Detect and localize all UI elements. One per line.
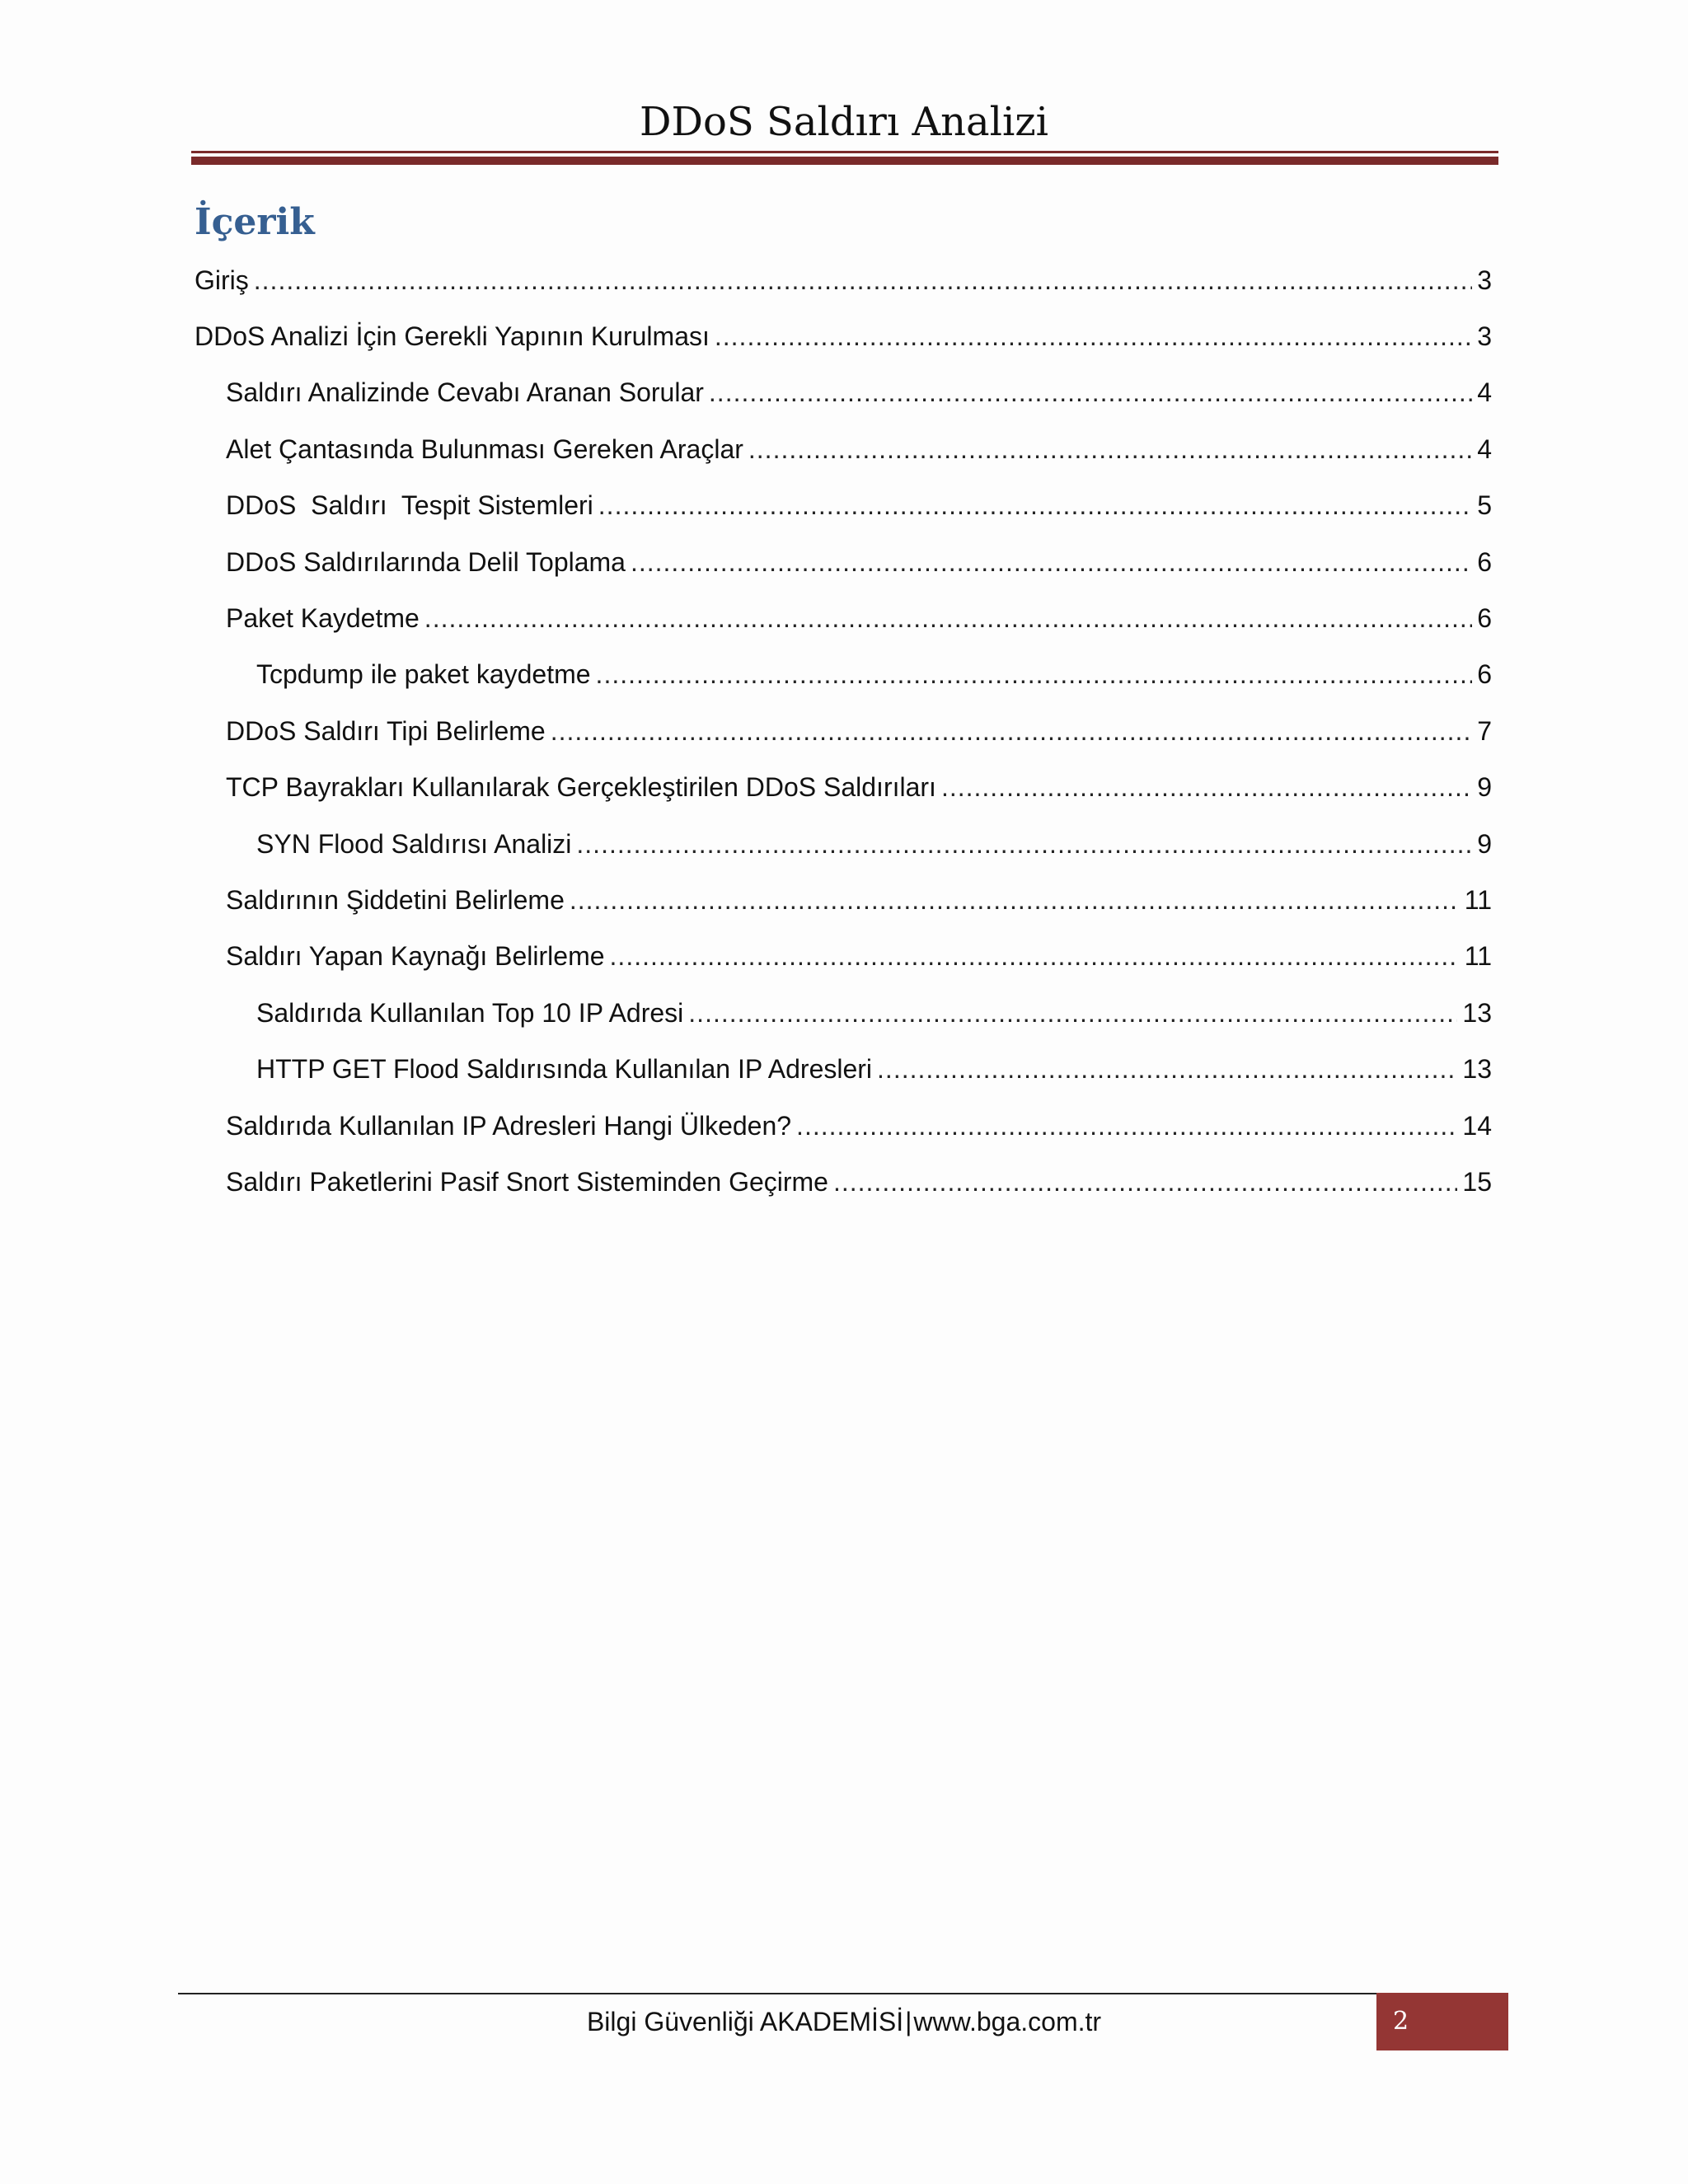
toc-dot-leader bbox=[551, 716, 1473, 747]
toc-page-number: 4 bbox=[1477, 377, 1492, 408]
toc-entry[interactable] bbox=[0, 760, 1688, 816]
toc-page-number: 11 bbox=[1464, 884, 1492, 915]
toc-entry-title: DDoS Saldırı Tipi Belirleme bbox=[226, 715, 546, 746]
toc-page-number: 6 bbox=[1477, 603, 1492, 634]
toc-dot-leader bbox=[941, 772, 1472, 803]
toc-entry[interactable] bbox=[0, 929, 1688, 985]
toc-dot-leader bbox=[570, 885, 1460, 916]
toc-dot-leader bbox=[598, 490, 1472, 521]
toc-entry-title: Alet Çantasında Bulunması Gereken Araçlar bbox=[226, 434, 743, 464]
toc-heading: İçerik bbox=[195, 201, 315, 243]
footer-rule bbox=[178, 1993, 1508, 1994]
toc-entry[interactable] bbox=[0, 703, 1688, 759]
toc-dot-leader bbox=[833, 1167, 1457, 1197]
toc-entry-title: Saldırı Analizinde Cevabı Aranan Sorular bbox=[226, 377, 704, 408]
toc-entry[interactable] bbox=[0, 534, 1688, 590]
toc-dot-leader bbox=[254, 265, 1472, 296]
toc-entry[interactable] bbox=[0, 590, 1688, 646]
toc-entry[interactable] bbox=[0, 1041, 1688, 1097]
toc-page-number: 6 bbox=[1477, 546, 1492, 577]
toc-entry-title: Saldırıda Kullanılan IP Adresleri Hangi Ülkeden? bbox=[226, 1110, 792, 1141]
toc-entry-title: Saldırı Paketlerini Pasif Snort Sisteminden Geçirme bbox=[226, 1166, 828, 1197]
toc-entry-title: Saldırı Yapan Kaynağı Belirleme bbox=[226, 941, 605, 972]
toc-page-number: 4 bbox=[1477, 434, 1492, 464]
toc-entry-title: HTTP GET Flood Saldırısında Kullanılan IP Adresleri bbox=[256, 1054, 873, 1085]
toc-page-number: 5 bbox=[1477, 490, 1492, 521]
table-of-contents bbox=[0, 252, 1688, 1211]
toc-dot-leader bbox=[688, 998, 1457, 1029]
toc-dot-leader bbox=[748, 434, 1472, 465]
toc-entry-title: Paket Kaydetme bbox=[226, 603, 420, 634]
toc-page-number: 9 bbox=[1477, 828, 1492, 859]
footer-separator: | bbox=[905, 2007, 912, 2036]
toc-dot-leader bbox=[424, 603, 1472, 634]
toc-entry[interactable] bbox=[0, 252, 1688, 308]
toc-page-number: 14 bbox=[1462, 1110, 1492, 1141]
toc-entry-title: Saldırının Şiddetini Belirleme bbox=[226, 884, 565, 915]
header-title: DDoS Saldırı Analizi bbox=[639, 99, 1049, 145]
page-number-badge bbox=[1376, 1993, 1508, 2050]
toc-entry[interactable] bbox=[0, 985, 1688, 1041]
header-rule-thin bbox=[191, 151, 1498, 153]
toc-dot-leader bbox=[610, 941, 1460, 972]
toc-entry-title: DDoS Analizi İçin Gerekli Yapının Kurulması bbox=[195, 321, 710, 352]
header-rule-thick bbox=[191, 157, 1498, 165]
toc-dot-leader bbox=[709, 377, 1472, 408]
toc-dot-leader bbox=[715, 321, 1472, 352]
toc-entry-title: Giriş bbox=[195, 265, 249, 295]
toc-entry-title: Saldırıda Kullanılan Top 10 IP Adresi bbox=[256, 997, 684, 1028]
toc-page-number: 9 bbox=[1477, 772, 1492, 803]
toc-entry[interactable] bbox=[0, 478, 1688, 534]
toc-page-number: 7 bbox=[1477, 715, 1492, 746]
footer-website-link[interactable]: www.bga.com.tr bbox=[913, 2007, 1102, 2036]
toc-page-number: 3 bbox=[1477, 321, 1492, 352]
toc-dot-leader bbox=[877, 1054, 1457, 1085]
toc-entry[interactable] bbox=[0, 816, 1688, 872]
toc-page-number: 13 bbox=[1462, 997, 1492, 1028]
toc-entry[interactable] bbox=[0, 421, 1688, 477]
page-number: 2 bbox=[1393, 2007, 1409, 2036]
toc-page-number: 15 bbox=[1462, 1166, 1492, 1197]
toc-entry[interactable] bbox=[0, 872, 1688, 928]
toc-entry[interactable] bbox=[0, 1154, 1688, 1210]
toc-entry-title: SYN Flood Saldırısı Analizi bbox=[256, 828, 572, 859]
toc-entry-title: Tcpdump ile paket kaydetme bbox=[256, 659, 591, 690]
toc-dot-leader bbox=[631, 547, 1472, 578]
toc-page-number: 3 bbox=[1477, 265, 1492, 295]
toc-dot-leader bbox=[596, 659, 1473, 690]
toc-page-number: 13 bbox=[1462, 1054, 1492, 1085]
toc-dot-leader bbox=[796, 1111, 1457, 1141]
footer-organization: Bilgi Güvenliği AKADEMİSİ bbox=[586, 2007, 904, 2036]
toc-entry-title: DDoS Saldırı Tespit Sistemleri bbox=[226, 490, 593, 521]
toc-entry-title: DDoS Saldırılarında Delil Toplama bbox=[226, 546, 626, 577]
toc-entry-title: TCP Bayrakları Kullanılarak Gerçekleştirilen DDoS Saldırıları bbox=[226, 772, 936, 803]
toc-dot-leader bbox=[576, 829, 1472, 860]
toc-entry[interactable] bbox=[0, 365, 1688, 421]
toc-entry[interactable] bbox=[0, 647, 1688, 703]
toc-entry[interactable] bbox=[0, 1098, 1688, 1154]
toc-page-number: 6 bbox=[1477, 659, 1492, 690]
toc-entry[interactable] bbox=[0, 308, 1688, 364]
toc-page-number: 11 bbox=[1464, 941, 1492, 972]
